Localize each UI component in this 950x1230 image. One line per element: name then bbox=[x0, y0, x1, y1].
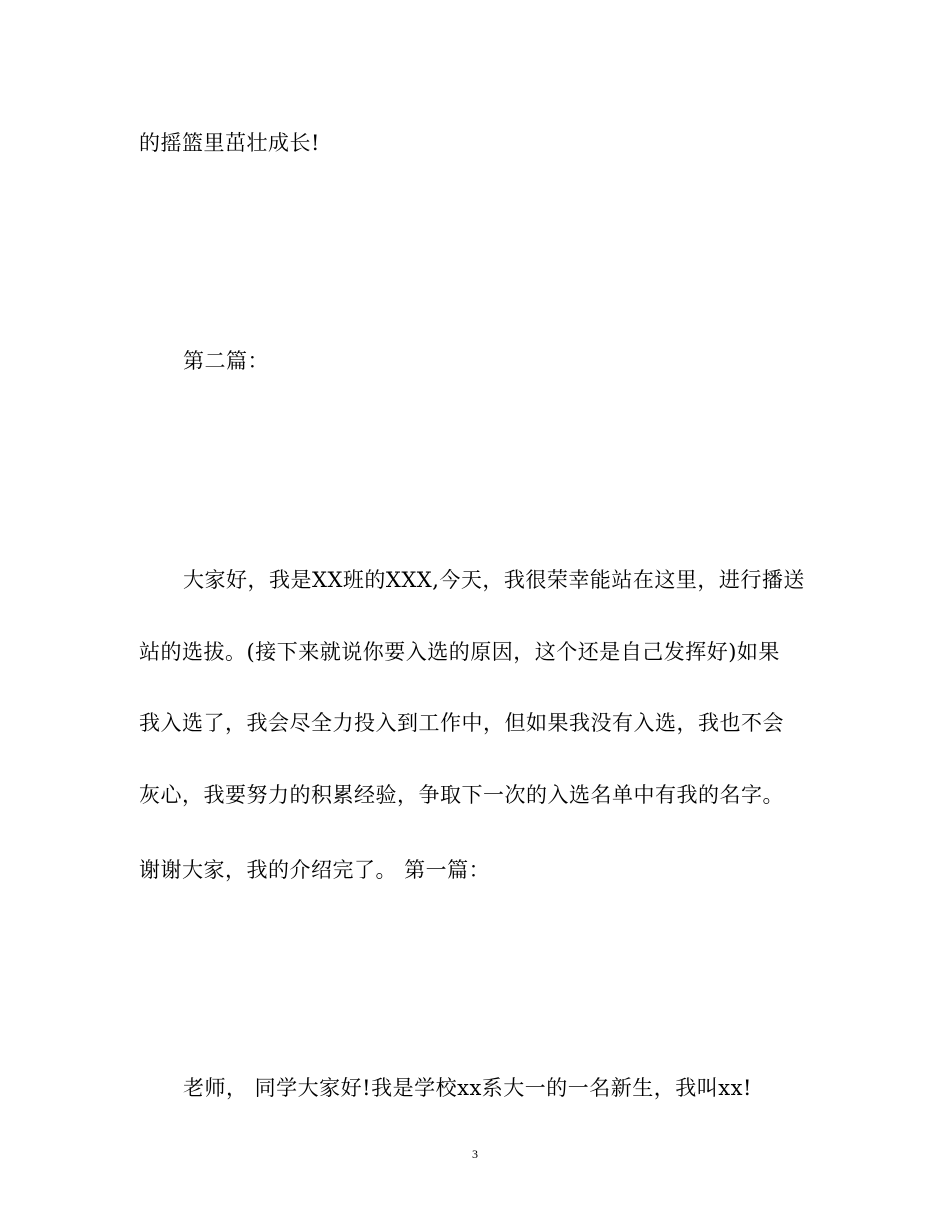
paragraph-line: 谢谢大家，我的介绍完了。 第一篇： bbox=[139, 858, 491, 882]
paragraph-line: 站的选拔。(接下来就说你要入选的原因，这个还是自己发挥好)如果 bbox=[139, 640, 780, 664]
paragraph-line: 大家好，我是XX班的XXX,今天，我很荣幸能站在这里，进行播送 bbox=[183, 568, 805, 592]
paragraph-line: 我入选了，我会尽全力投入到工作中，但如果我没有入选，我也不会 bbox=[139, 711, 784, 735]
section-heading: 第二篇： bbox=[183, 349, 269, 373]
page-number: 3 bbox=[472, 1147, 478, 1161]
paragraph-line: 灰心，我要努力的积累经验，争取下一次的入选名单中有我的名字。 bbox=[139, 783, 784, 807]
paragraph-line: 的摇篮里茁壮成长! bbox=[139, 131, 320, 155]
paragraph-line: 老师， 同学大家好!我是学校xx系大一的一名新生，我叫xx! bbox=[183, 1076, 752, 1100]
